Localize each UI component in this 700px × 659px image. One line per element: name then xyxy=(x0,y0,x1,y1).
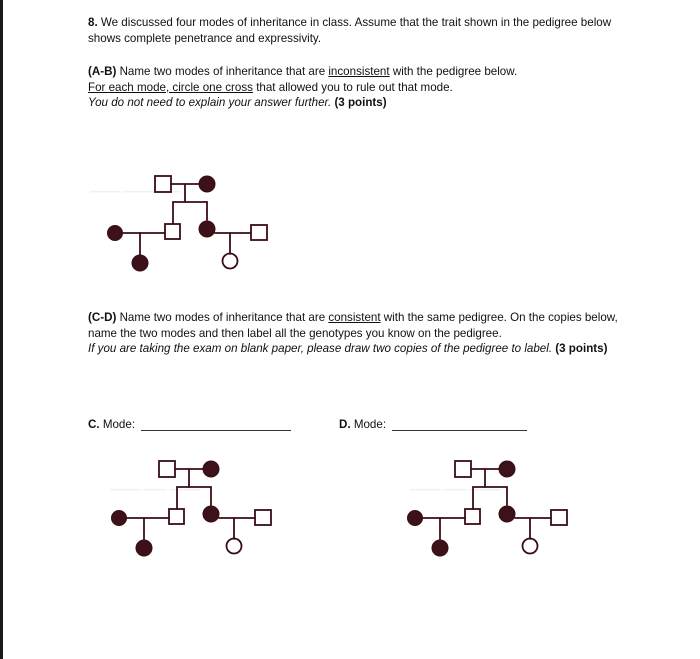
part-ab-line1-post: with the pedigree below. xyxy=(389,65,518,78)
gen1-affected-female xyxy=(499,461,515,477)
page-left-border xyxy=(0,0,3,659)
pedigree-copy-d xyxy=(403,455,573,575)
part-ab-label: (A-B) xyxy=(88,65,117,78)
mode-d-label: D. xyxy=(339,418,351,431)
part-ab-line3 xyxy=(88,95,633,111)
gen1-unaffected-male xyxy=(159,461,175,477)
gen1-affected-female xyxy=(203,461,219,477)
mode-c-text: Mode: xyxy=(102,418,136,431)
part-ab-line2-post: that allowed you to rule out that mode. xyxy=(252,80,453,94)
mode-d-text: Mode: xyxy=(353,418,387,431)
part-ab-line2 xyxy=(88,80,633,96)
gen2-unaffected-male xyxy=(165,224,180,239)
part-ab-line1 xyxy=(88,64,633,80)
pedigree-drawing xyxy=(107,455,277,575)
gen2-affected-female xyxy=(199,221,215,237)
question-intro-text: We discussed four modes of inheritance in class. Assume that the trait shown in the pedigree below shows complete penetrance and expressivity. xyxy=(88,16,612,45)
gen3-unaffected-female xyxy=(223,254,238,269)
gen3-unaffected-female xyxy=(227,539,242,554)
part-ab-line1-pre: Name two modes of inheritance that are xyxy=(119,65,329,78)
gen2-unaffected-male xyxy=(465,509,480,524)
part-cd-consistent: consistent xyxy=(328,311,381,324)
part-ab-points: (3 points) xyxy=(334,96,387,109)
pedigree-main xyxy=(103,170,273,290)
mode-d-field xyxy=(339,418,527,431)
gen2-unaffected-male-inlaw xyxy=(551,510,567,525)
mode-d-answer-line[interactable] xyxy=(392,418,527,431)
part-cd-line1-pre: Name two modes of inheritance that are xyxy=(119,311,329,324)
part-ab-no-explain: You do not need to explain your answer further. xyxy=(88,96,332,109)
part-cd-line1-post: with the same pedigree. On the copies below, name the two modes and then label all the genotypes you know on the pedigree. xyxy=(88,311,618,340)
faint-background-marks: ▁▁▁▁ ▁▁▁▁ ▁▁▁ xyxy=(90,182,181,193)
part-ab-inconsistent: inconsistent xyxy=(328,65,390,78)
question-number: 8. xyxy=(88,16,98,29)
pedigree-copy-c xyxy=(107,455,277,575)
part-cd-points: (3 points) xyxy=(555,342,608,355)
gen3-unaffected-female xyxy=(523,539,538,554)
mode-c-field xyxy=(88,418,291,431)
part-cd-line1 xyxy=(88,310,648,341)
gen2-affected-female-inlaw xyxy=(408,511,423,526)
gen3-affected-female xyxy=(132,255,148,271)
question-intro xyxy=(88,15,633,46)
gen1-affected-female xyxy=(199,176,215,192)
part-cd-label: (C-D) xyxy=(88,311,117,324)
gen1-unaffected-male xyxy=(455,461,471,477)
gen2-unaffected-male xyxy=(169,509,184,524)
gen1-unaffected-male xyxy=(155,176,171,192)
part-cd-instructions xyxy=(88,310,648,357)
mode-c-label: C. xyxy=(88,418,100,431)
gen2-affected-female-inlaw xyxy=(112,511,127,526)
mode-c-answer-line[interactable] xyxy=(141,418,291,431)
faint-background-marks: ▁▁▁▁ ▁▁▁ ▁▁▁▁ xyxy=(110,480,201,491)
pedigree-drawing xyxy=(103,170,273,290)
gen2-affected-female xyxy=(203,506,219,522)
gen2-affected-female-inlaw xyxy=(108,226,123,241)
gen3-affected-female xyxy=(136,540,152,556)
part-cd-line3 xyxy=(88,341,648,357)
part-cd-blank-paper: If you are taking the exam on blank paper, please draw two copies of the pedigree to label. xyxy=(88,342,553,355)
gen2-unaffected-male-inlaw xyxy=(251,225,267,240)
gen2-affected-female xyxy=(499,506,515,522)
gen3-affected-female xyxy=(432,540,448,556)
faint-background-marks: ▁▁▁▁ ▁▁▁ ▁▁▁▁ xyxy=(410,480,501,491)
part-ab-circle-instruction: For each mode, circle one cross xyxy=(88,80,253,94)
part-ab-instructions xyxy=(88,64,633,111)
gen2-unaffected-male-inlaw xyxy=(255,510,271,525)
pedigree-drawing xyxy=(403,455,573,575)
